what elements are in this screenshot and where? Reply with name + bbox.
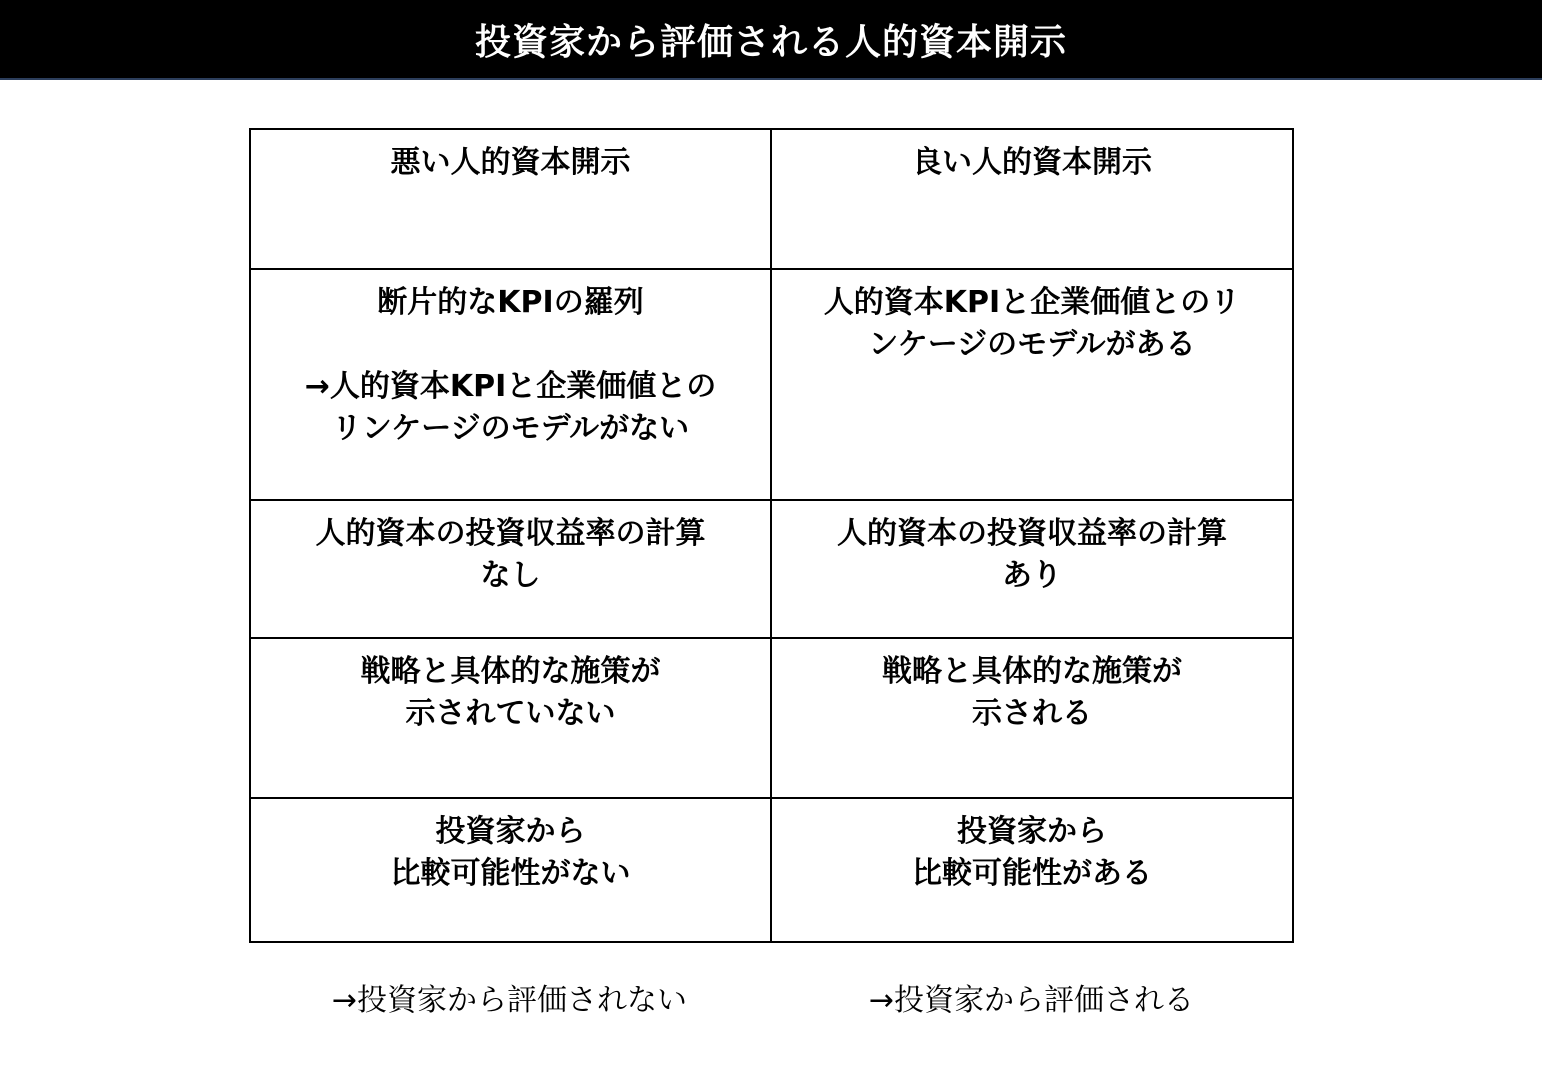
cell-text: 示されていない bbox=[405, 696, 616, 731]
cell-text: 人的資本KPIと企業価値とのリ bbox=[823, 285, 1241, 320]
good-roi-cell bbox=[771, 500, 1293, 638]
cell-text: リンケージのモデルがない bbox=[331, 411, 690, 446]
cell-text: 比較可能性がある bbox=[912, 856, 1152, 891]
bad-roi-cell bbox=[250, 500, 771, 638]
page-title: 投資家から評価される人的資本開示 bbox=[474, 21, 1067, 63]
bad-comparability-cell bbox=[250, 798, 771, 942]
cell-text: ンケージのモデルがある bbox=[868, 327, 1196, 362]
table-row-comparability bbox=[250, 798, 1293, 942]
cell-text: 示される bbox=[972, 696, 1092, 731]
column-header-bad: 悪い人的資本開示 bbox=[390, 145, 631, 180]
cell-text: 戦略と具体的な施策が bbox=[360, 654, 661, 689]
cell-text: あり bbox=[1002, 558, 1062, 593]
bad-strategy-cell bbox=[250, 638, 771, 798]
conclusion-good: →投資家から評価される bbox=[868, 983, 1195, 1018]
bad-disclosure-header-cell bbox=[250, 129, 771, 269]
cell-text: 人的資本の投資収益率の計算 bbox=[837, 516, 1227, 551]
conclusion-bad: →投資家から評価されない bbox=[331, 983, 688, 1018]
cell-text: 投資家から bbox=[957, 814, 1107, 849]
cell-text: 断片的なKPIの羅列 bbox=[377, 285, 644, 320]
table-row-roi bbox=[250, 500, 1293, 638]
good-kpi-cell bbox=[771, 269, 1293, 500]
table-row-strategy bbox=[250, 638, 1293, 798]
cell-text: 戦略と具体的な施策が bbox=[882, 654, 1182, 689]
title-bar bbox=[0, 0, 1542, 80]
good-comparability-cell bbox=[771, 798, 1293, 942]
column-header-good: 良い人的資本開示 bbox=[912, 145, 1152, 180]
cell-text: →人的資本KPIと企業価値との bbox=[304, 369, 717, 404]
good-strategy-cell bbox=[771, 638, 1293, 798]
table-row-header bbox=[250, 129, 1293, 269]
cell-text: 比較可能性がない bbox=[390, 856, 631, 891]
cell-text: なし bbox=[480, 558, 541, 593]
comparison-table bbox=[249, 128, 1294, 943]
bad-kpi-cell bbox=[250, 269, 771, 500]
good-disclosure-header-cell bbox=[771, 129, 1293, 269]
table-row-kpi bbox=[250, 269, 1293, 500]
cell-text: 投資家から bbox=[435, 814, 586, 849]
cell-text: 人的資本の投資収益率の計算 bbox=[315, 516, 706, 551]
